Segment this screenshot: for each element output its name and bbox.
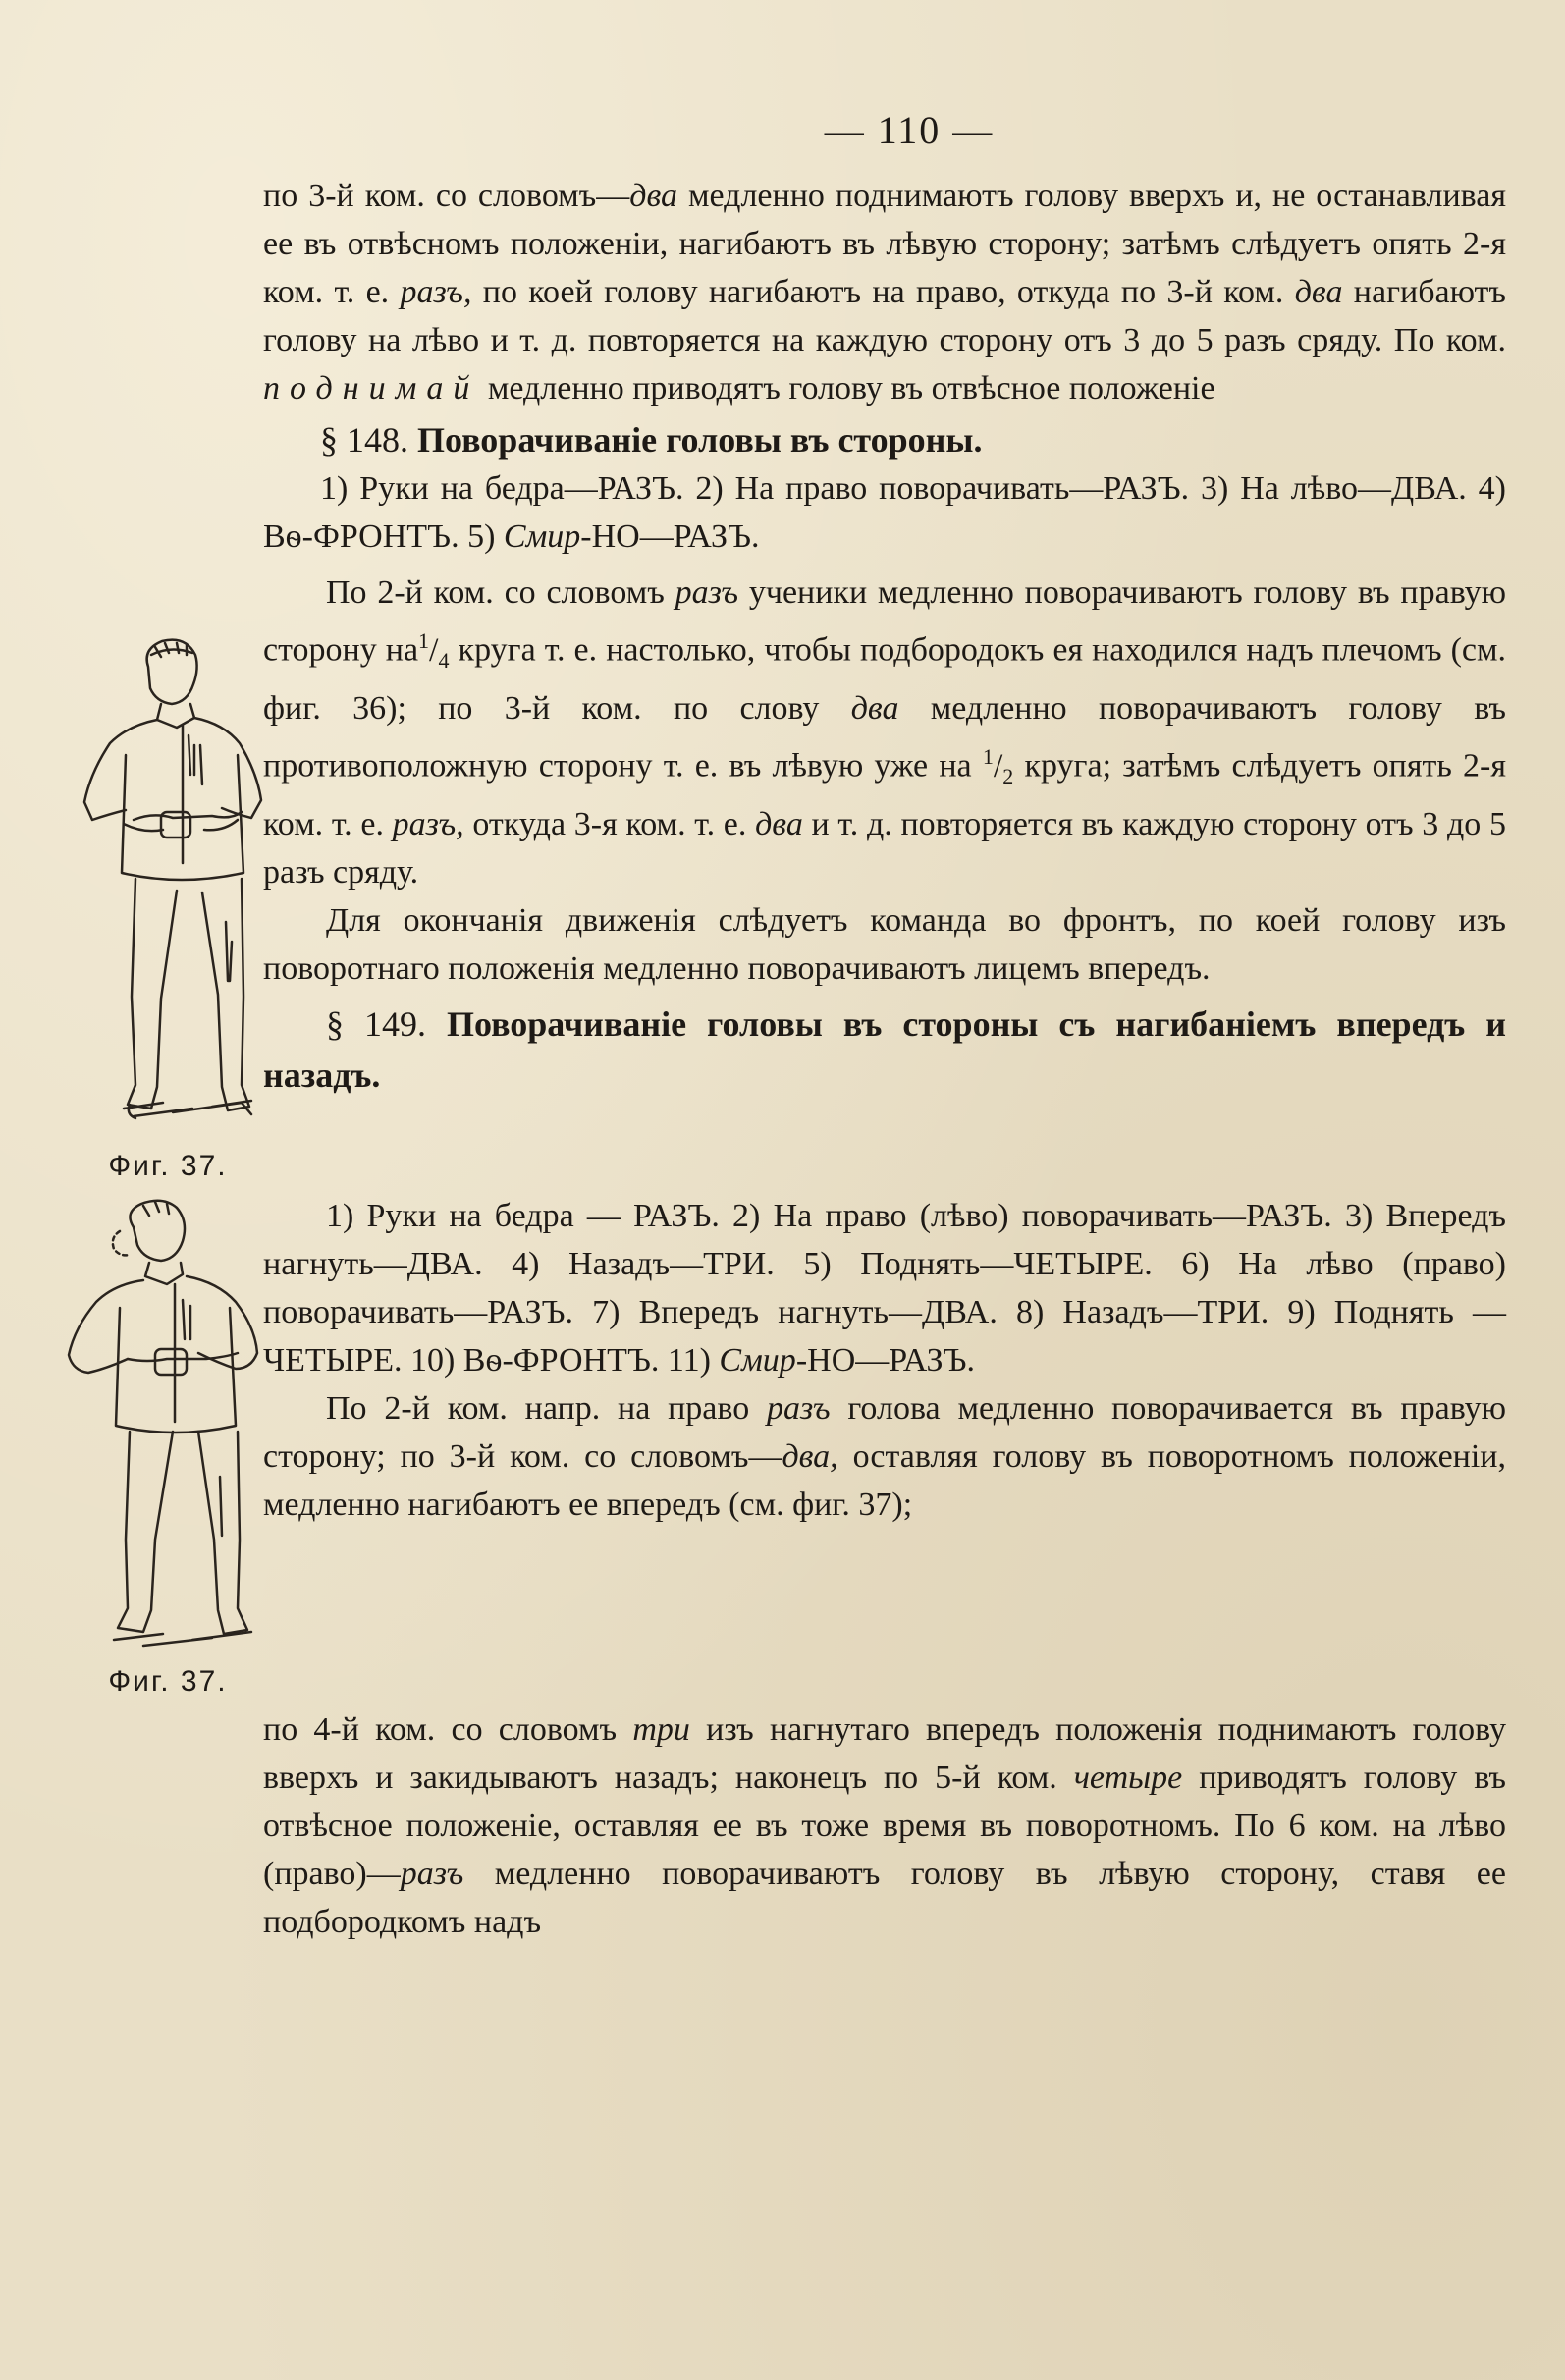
- text: медленно поворачиваютъ голову въ лѣвую сторону, ставя ее подбородкомъ надъ: [263, 1856, 1506, 1940]
- section-148-paragraph-2: Для окончанія движенія слѣдуетъ команда во фронтъ, по коей голову изъ поворотнаго положенія медленно поворачиваютъ лицемъ впередъ.: [263, 902, 1506, 988]
- text: по коей голову нагибаютъ на право, откуда по 3-й ком.: [471, 274, 1295, 310]
- text: нагибаютъ голову на лѣво и т. д. повторяется на каждую сторону отъ 3 до 5 разъ сряду. По ком.: [263, 274, 1506, 358]
- text: откуда 3-я ком. т. е.: [463, 806, 756, 843]
- text: -НО—РАЗЪ.: [795, 1342, 976, 1379]
- figure-2-caption: Фиг. 37.: [108, 1665, 228, 1698]
- fraction-numerator: 1: [418, 628, 430, 653]
- section-title: Поворачиваніе головы въ стороны.: [417, 420, 983, 460]
- text: 1) Руки на бедра — РАЗЪ. 2) На право (лѣво) поворачивать—РАЗЪ. 3) Впередъ нагнуть—ДВА. 4) Назадъ—ТРИ. 5) Поднять—ЧЕТЫРЕ. 6) На лѣво (право) поворачивать—РАЗЪ. 7) Впередъ нагнуть—ДВА. 8) Назадъ—ТРИ. 9) Поднять — ЧЕТЫРЕ. 10) Вѳ-ФРОНТЪ. 11): [263, 1198, 1506, 1379]
- figure-block-1: [108, 568, 1507, 1190]
- text: по 3-й ком. со словомъ—: [263, 178, 630, 214]
- text: 1) Руки на бедра—РАЗЪ. 2) На право поворачивать—РАЗЪ. 3) На лѣво—ДВА. 4) Вѳ-ФРОНТЪ. 5): [263, 470, 1506, 555]
- figure-1-caption: Фиг. 37.: [108, 1150, 228, 1182]
- italic-word: Смир: [719, 1342, 796, 1379]
- text: и т. д. повторяется въ каждую сторону отъ 3 до 5 разъ сряду.: [263, 806, 1506, 892]
- figure-boy-bending-head-illustration: [65, 1192, 291, 1653]
- italic-word: три: [632, 1711, 690, 1748]
- text: По 2-й ком. со словомъ: [326, 574, 675, 611]
- text: голова медленно поворачивается въ правую сторону; по 3-й ком. со словомъ—: [263, 1390, 1506, 1475]
- figure-boy-turning-head-illustration: [65, 627, 291, 1138]
- text: круга; затѣмъ слѣдуетъ опять 2-я ком. т. е.: [263, 747, 1506, 843]
- fraction-denominator: 2: [1002, 764, 1014, 789]
- italic-word: два,: [782, 1438, 838, 1475]
- fraction-denominator: 4: [438, 648, 450, 674]
- text: круга т. е. настолько, чтобы подбородокъ ея находился надъ плечомъ (см. фиг. 36); по 3-й ком. по слову: [263, 631, 1507, 728]
- text: медленно поворачиваютъ голову въ противоположную сторону т. е. въ лѣвую уже на: [263, 690, 1506, 784]
- italic-word: разъ,: [392, 806, 464, 843]
- text: -НО—РАЗЪ.: [580, 518, 760, 555]
- italic-word: два: [755, 806, 803, 843]
- figure-block-2: [108, 1192, 1506, 1705]
- section-149-paragraph-continued: [263, 1705, 1506, 1946]
- text: медленно поднимаютъ голову вверхъ и, не останавливая ее въ отвѣсномъ положеніи, нагибаютъ въ лѣвую сторону; затѣмъ слѣдуетъ опять 2-я ком. т. е.: [263, 178, 1506, 310]
- text: По 2-й ком. напр. на право: [326, 1390, 768, 1427]
- italic-word: два: [850, 690, 899, 728]
- text: оставляя голову въ поворотномъ положеніи, медленно нагибаютъ ее впередъ (см. фиг. 37);: [263, 1438, 1506, 1523]
- italic-word: разъ: [400, 1856, 464, 1892]
- italic-spaced-word: поднимай: [263, 370, 480, 406]
- section-149-heading: [263, 999, 1506, 1101]
- italic-word: два: [1294, 274, 1343, 310]
- italic-word: Смир: [503, 518, 581, 555]
- section-number: § 149.: [326, 1004, 426, 1045]
- figure-1-text-column: [263, 568, 1506, 1190]
- text: по 4-й ком. со словомъ: [263, 1711, 633, 1748]
- italic-word: разъ: [767, 1390, 831, 1427]
- page-number: — 110 —: [824, 108, 995, 152]
- text: изъ нагнутаго впередъ положенія поднимаютъ голову вверхъ и закидываютъ назадъ; наконецъ по 5-й ком.: [263, 1711, 1506, 1796]
- section-148-heading: [263, 416, 1506, 464]
- italic-word: четыре: [1073, 1759, 1183, 1796]
- text: приводятъ голову въ отвѣсное положеніе, оставляя ее въ тоже время въ поворотномъ. По 6 ком. на лѣво (право)—: [263, 1759, 1507, 1892]
- text: медленно приводятъ голову въ отвѣсное положеніе: [479, 370, 1215, 406]
- section-149-paragraph: [263, 1384, 1506, 1529]
- section-149-commands: [263, 1192, 1506, 1384]
- italic-word: разъ: [675, 574, 739, 611]
- italic-word: два: [629, 178, 677, 214]
- fraction-numerator: 1: [982, 744, 994, 770]
- section-148-paragraph: По 2-й ком. со словомъ разъ ученики медленно поворачиваютъ голову въ правую сторону $на^1/_4$ круга т. е. настолько, чтобы подбородокъ ея находился надъ плечомъ (см. фиг. 36); по 3-й ком. по слову два медленно поворачиваютъ голову въ противоположную сторону т. е. въ лѣвую уже на $^1/_2$ круга; затѣмъ слѣдуетъ опять 2-я ком. т. е. разъ, откуда 3-я ком. т. е. два и т. д. повторяется въ каждую сторону отъ 3 до 5 разъ сряду.: [263, 574, 1507, 892]
- text: ученики медленно поворачиваютъ голову въ правую сторону на: [263, 574, 1506, 669]
- section-148-commands: [263, 464, 1506, 561]
- section-title: Поворачиваніе головы въ стороны съ нагибаніемъ впередъ и назадъ.: [263, 1004, 1507, 1096]
- italic-word: разъ,: [400, 274, 472, 310]
- paragraph-continued: [263, 172, 1506, 412]
- figure-2-text-column: [263, 1192, 1506, 1705]
- section-number: § 148.: [320, 420, 408, 460]
